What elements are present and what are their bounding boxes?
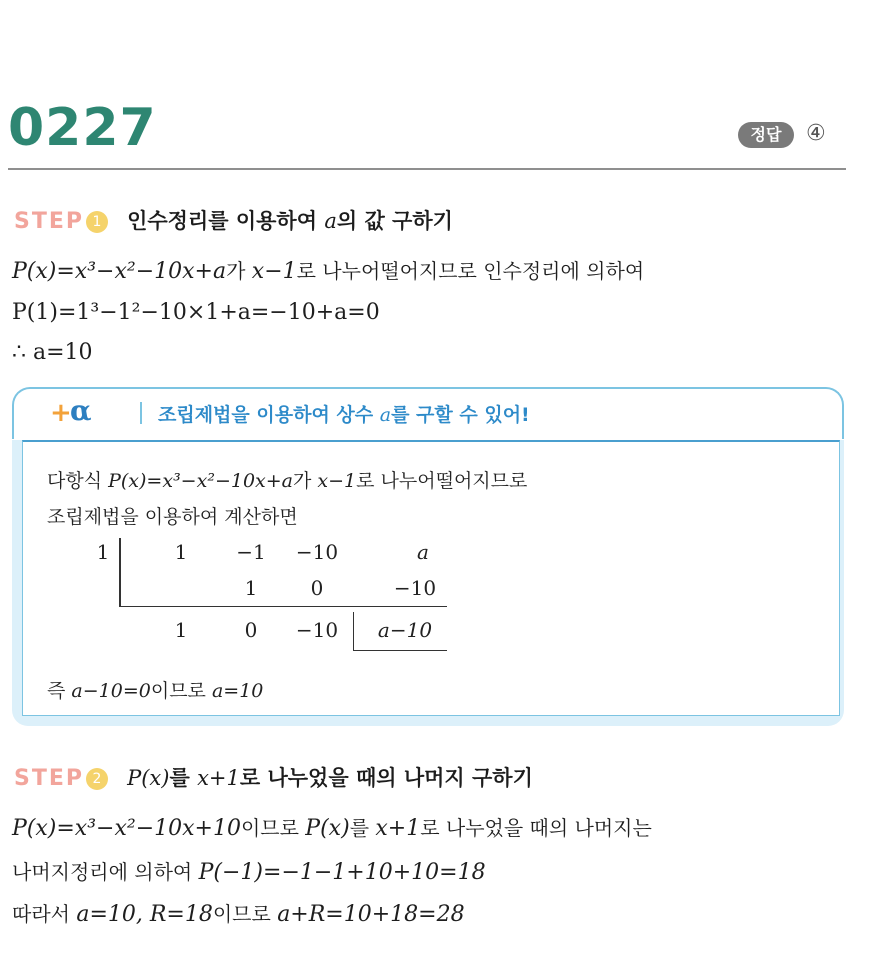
step1-tag: STEP [14,209,85,234]
tip-content [22,440,840,716]
step2-line1-text-c: 로 나누었을 때의 나머지는 [420,816,652,840]
synthetic-horizontal-rule [119,606,447,607]
synthetic-cell: 0 [244,618,258,642]
step1-line3: ∴ a=10 [12,340,93,365]
tip-conclusion-text-a: 즉 [47,680,72,702]
step1-line1-text-a: 가 [226,259,252,283]
step1-title-var: a [324,209,337,233]
synthetic-cell: a [417,540,429,564]
tip-conclusion-math2: a=10 [211,680,264,702]
step1-line2: P(1)=1³−1²−10×1+a=−10+a=0 [12,300,380,325]
step2-line3-math2: a+R=10+18=28 [277,902,465,927]
step2-line3-text-a: 따라서 [12,902,77,926]
tip-divider [140,402,142,424]
step1-line1 [12,255,644,284]
tip-heading-var: a [379,404,392,426]
step2-heading [14,762,533,792]
step2-line3-math: a=10, R=18 [76,902,213,927]
header-divider [8,168,846,170]
tip-line1 [47,466,527,493]
tip-heading-text-a: 조립제법을 이용하여 상수 [158,404,380,426]
synthetic-divisor: 1 [96,540,110,564]
answer-value: ④ [806,121,826,146]
step1-line1-text-b: 로 나누어떨어지므로 인수정리에 의하여 [296,259,645,283]
tip-conclusion-math: a−10=0 [71,680,151,702]
step2-title-text-b: 로 나누었을 때의 나머지 구하기 [239,766,533,790]
tip-line1-text-c: 로 나누어떨어지므로 [356,470,528,492]
step2-tag: STEP [14,766,85,791]
step2-title-text-a: 를 [169,766,198,790]
step2-line2 [12,856,486,885]
remainder-box-bottom [353,650,447,651]
tip-line2: 조립제법을 이용하여 계산하면 [47,506,298,528]
step1-title-text-b: 의 값 구하기 [336,209,453,233]
answer-badge: 정답 [738,122,794,148]
step2-line3 [12,898,465,927]
step1-title [127,209,453,233]
step1-title-text-a: 인수정리를 이용하여 [127,209,325,233]
step2-line2-math: P(−1)=−1−1+10+10=18 [198,860,486,885]
step2-line1-text-b: 를 [349,816,376,840]
step1-line1-math: P(x)=x³−x²−10x+a [12,259,227,284]
step2-title [127,766,533,790]
synthetic-cell: −10 [295,540,339,564]
tip-conclusion-text-b: 이므로 [150,680,212,702]
step2-line2-text-a: 나머지정리에 의하여 [12,860,199,884]
synthetic-cell: 0 [310,576,324,600]
alpha-icon: α [70,394,92,427]
synthetic-cell: 1 [174,540,188,564]
step2-line1-text-a: 이므로 [240,816,306,840]
tip-conclusion [47,676,263,703]
step2-line1 [12,812,652,841]
synthetic-cell: −10 [295,618,339,642]
problem-number: 0227 [8,98,157,158]
synthetic-cell: −10 [393,576,437,600]
tip-heading-text-b: 를 구할 수 있어! [391,404,530,426]
step2-line3-text-b: 이므로 [212,902,278,926]
step2-line1-math3: x+1 [375,816,421,841]
plus-icon: + [50,398,72,428]
step2-badge: 2 [86,768,108,790]
tip-box-body [12,440,844,726]
synthetic-cell: 1 [244,576,258,600]
tip-line1-text-a: 다항식 [47,470,109,492]
step2-title-math: P(x) [127,766,170,790]
synthetic-cell: 1 [174,618,188,642]
step2-line1-math: P(x)=x³−x²−10x+10 [12,816,241,841]
tip-line1-text-b: 가 [293,470,318,492]
step1-badge: 1 [86,211,108,233]
synthetic-cell: −1 [236,540,266,564]
step2-line1-math2: P(x) [305,816,350,841]
step1-line1-math2: x−1 [251,259,297,284]
remainder-box-left [353,612,354,650]
tip-line1-math: P(x)=x³−x²−10x+a [108,470,293,492]
step2-title-math2: x+1 [197,766,240,790]
synthetic-remainder: a−10 [377,618,433,642]
tip-line1-math2: x−1 [317,470,357,492]
synthetic-vertical-bar [119,538,121,606]
step1-heading [14,205,453,235]
tip-heading [158,400,530,427]
